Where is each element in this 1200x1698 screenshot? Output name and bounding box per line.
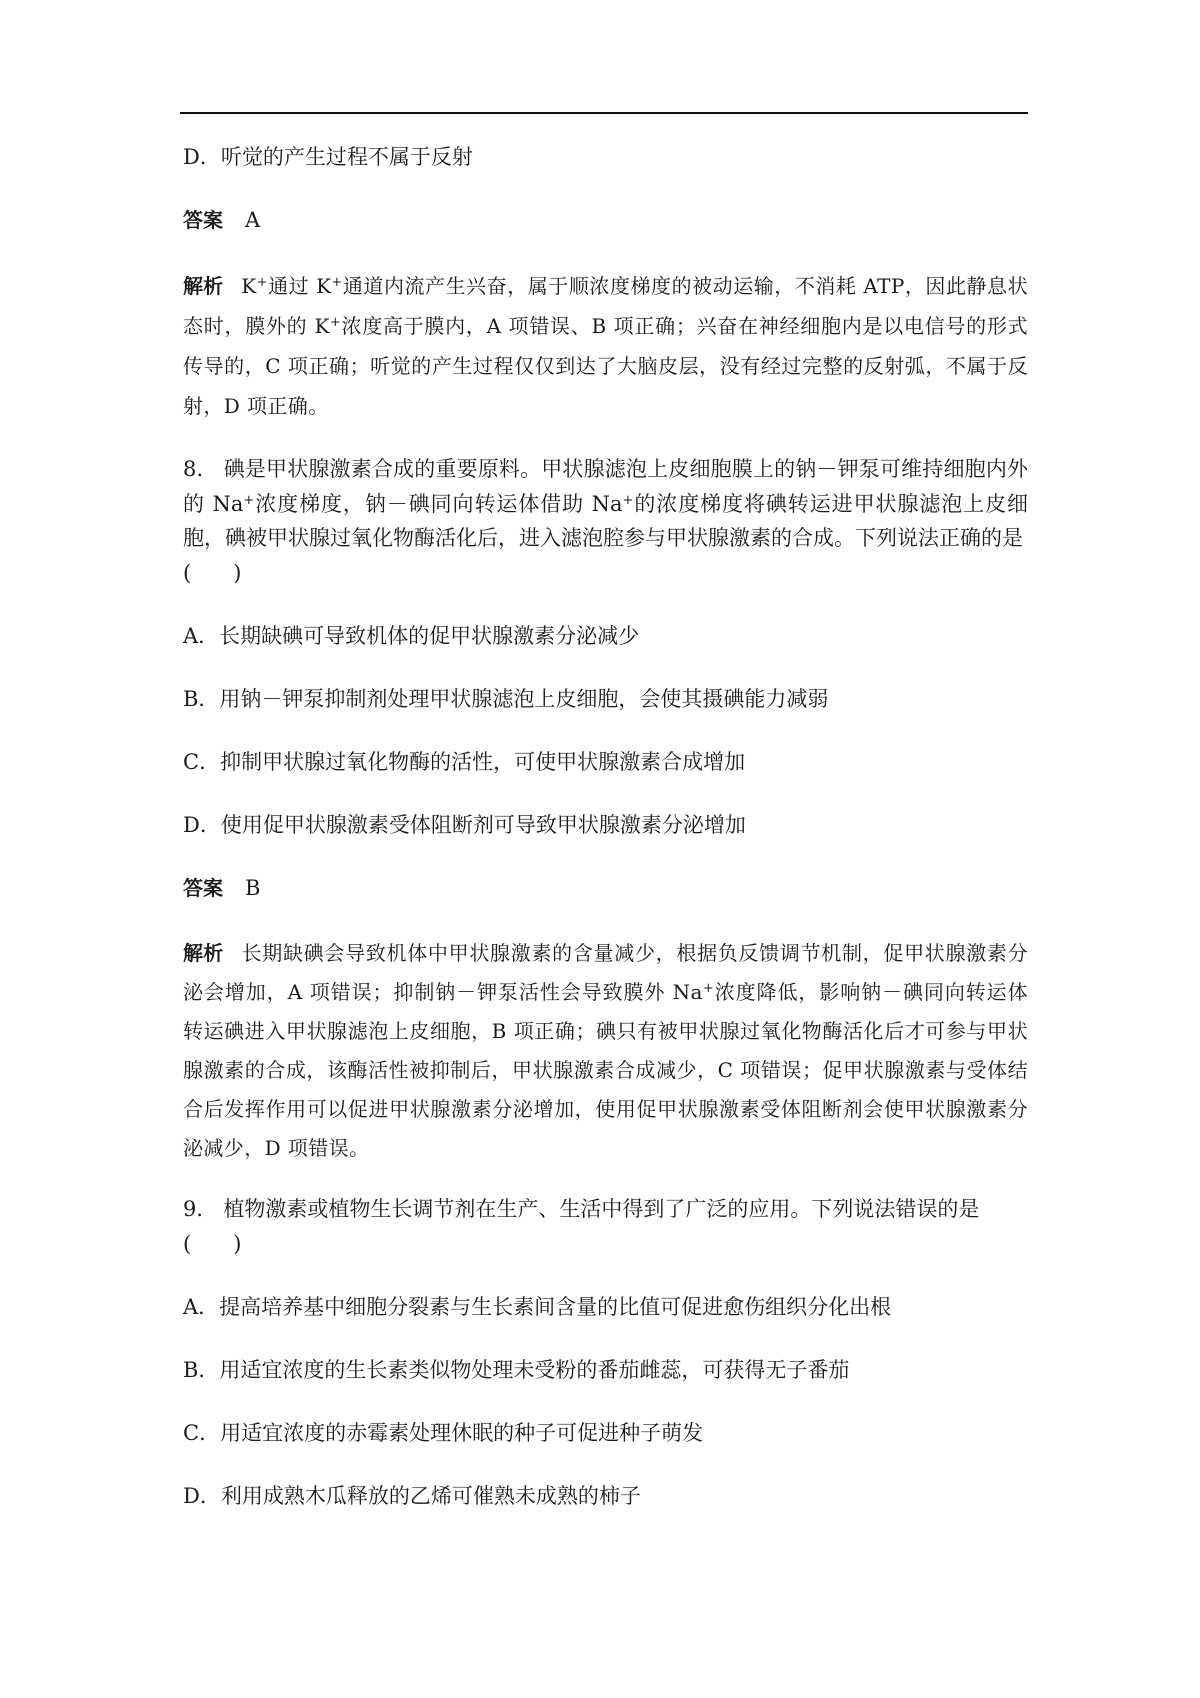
answer-value: B	[245, 876, 261, 900]
answer-label: 答案	[183, 208, 223, 232]
q8-option-d: D．使用促甲状腺激素受体阻断剂可导致甲状腺激素分泌增加	[183, 813, 746, 837]
answer-label: 答案	[183, 876, 223, 900]
q9-option-a: A．提高培养基中细胞分裂素与生长素间含量的比值可促进愈伤组织分化出根	[183, 1295, 892, 1319]
question-text: 植物激素或植物生长调节剂在生产、生活中得到了广泛的应用。下列说法错误的是	[223, 1197, 980, 1221]
q7-answer	[183, 203, 1028, 237]
question-number: 8．	[183, 457, 218, 481]
explanation-text: K+通过 K+通道内流产生兴奋，属于顺浓度梯度的被动运输，不消耗 ATP，因此静息状态时，膜外的 K+浓度高于膜内，A 项错误、B 项正确；兴奋在神经细胞内是以电信号的形式传导的，C 项正确；听觉的产生过程仅仅到达了大脑皮层，没有经过完整的反射弧，不属于反射，D 项正确。	[183, 274, 1029, 418]
page-content	[183, 140, 1028, 1542]
answer-blank: ( )	[183, 560, 242, 585]
q7-option-d: D．听觉的产生过程不属于反射	[183, 145, 473, 169]
answer-value: A	[245, 208, 261, 232]
q8-stem	[183, 452, 1028, 590]
question-text: 碘是甲状腺激素合成的重要原料。甲状腺滤泡上皮细胞膜上的钠－钾泵可维持细胞内外的 Na+浓度梯度，钠－碘同向转运体借助 Na+的浓度梯度将碘转运进甲状腺滤泡上皮细胞，碘被甲状腺过氧化物酶活化后，进入滤泡腔参与甲状腺激素的合成。下列说法正确的是	[183, 457, 1029, 550]
explanation-label: 解析	[183, 941, 224, 965]
q8-answer	[183, 871, 1028, 905]
explanation-label: 解析	[183, 274, 224, 298]
q7-explanation	[183, 266, 1028, 426]
answer-blank: ( )	[183, 1231, 242, 1256]
q8-option-a: A．长期缺碘可导致机体的促甲状腺激素分泌减少	[183, 624, 640, 648]
q9-option-b: B．用适宜浓度的生长素类似物处理未受粉的番茄雌蕊，可获得无子番茄	[183, 1358, 850, 1382]
question-number: 9．	[183, 1197, 218, 1221]
q9-stem	[183, 1192, 1028, 1261]
explanation-text: 长期缺碘会导致机体中甲状腺激素的含量减少，根据负反馈调节机制，促甲状腺激素分泌会增加，A 项错误；抑制钠－钾泵活性会导致膜外 Na+浓度降低，影响钠－碘同向转运体转运碘进入甲状腺滤泡上皮细胞，B 项正确；碘只有被甲状腺过氧化物酶活化后才可参与甲状腺激素的合成，该酶活性被抑制后，甲状腺激素合成减少，C 项错误；促甲状腺激素与受体结合后发挥作用可以促进甲状腺激素分泌增加，使用促甲状腺激素受体阻断剂会使甲状腺激素分泌减少，D 项错误。	[183, 941, 1029, 1160]
header-rule	[180, 112, 1028, 114]
q9-option-c: C．用适宜浓度的赤霉素处理休眠的种子可促进种子萌发	[183, 1421, 704, 1445]
q8-option-c: C．抑制甲状腺过氧化物酶的活性，可使甲状腺激素合成增加	[183, 750, 746, 774]
q8-option-b: B．用钠－钾泵抑制剂处理甲状腺滤泡上皮细胞，会使其摄碘能力减弱	[183, 687, 829, 711]
q9-option-d: D．利用成熟木瓜释放的乙烯可催熟未成熟的柿子	[183, 1484, 641, 1508]
q8-explanation	[183, 934, 1028, 1168]
